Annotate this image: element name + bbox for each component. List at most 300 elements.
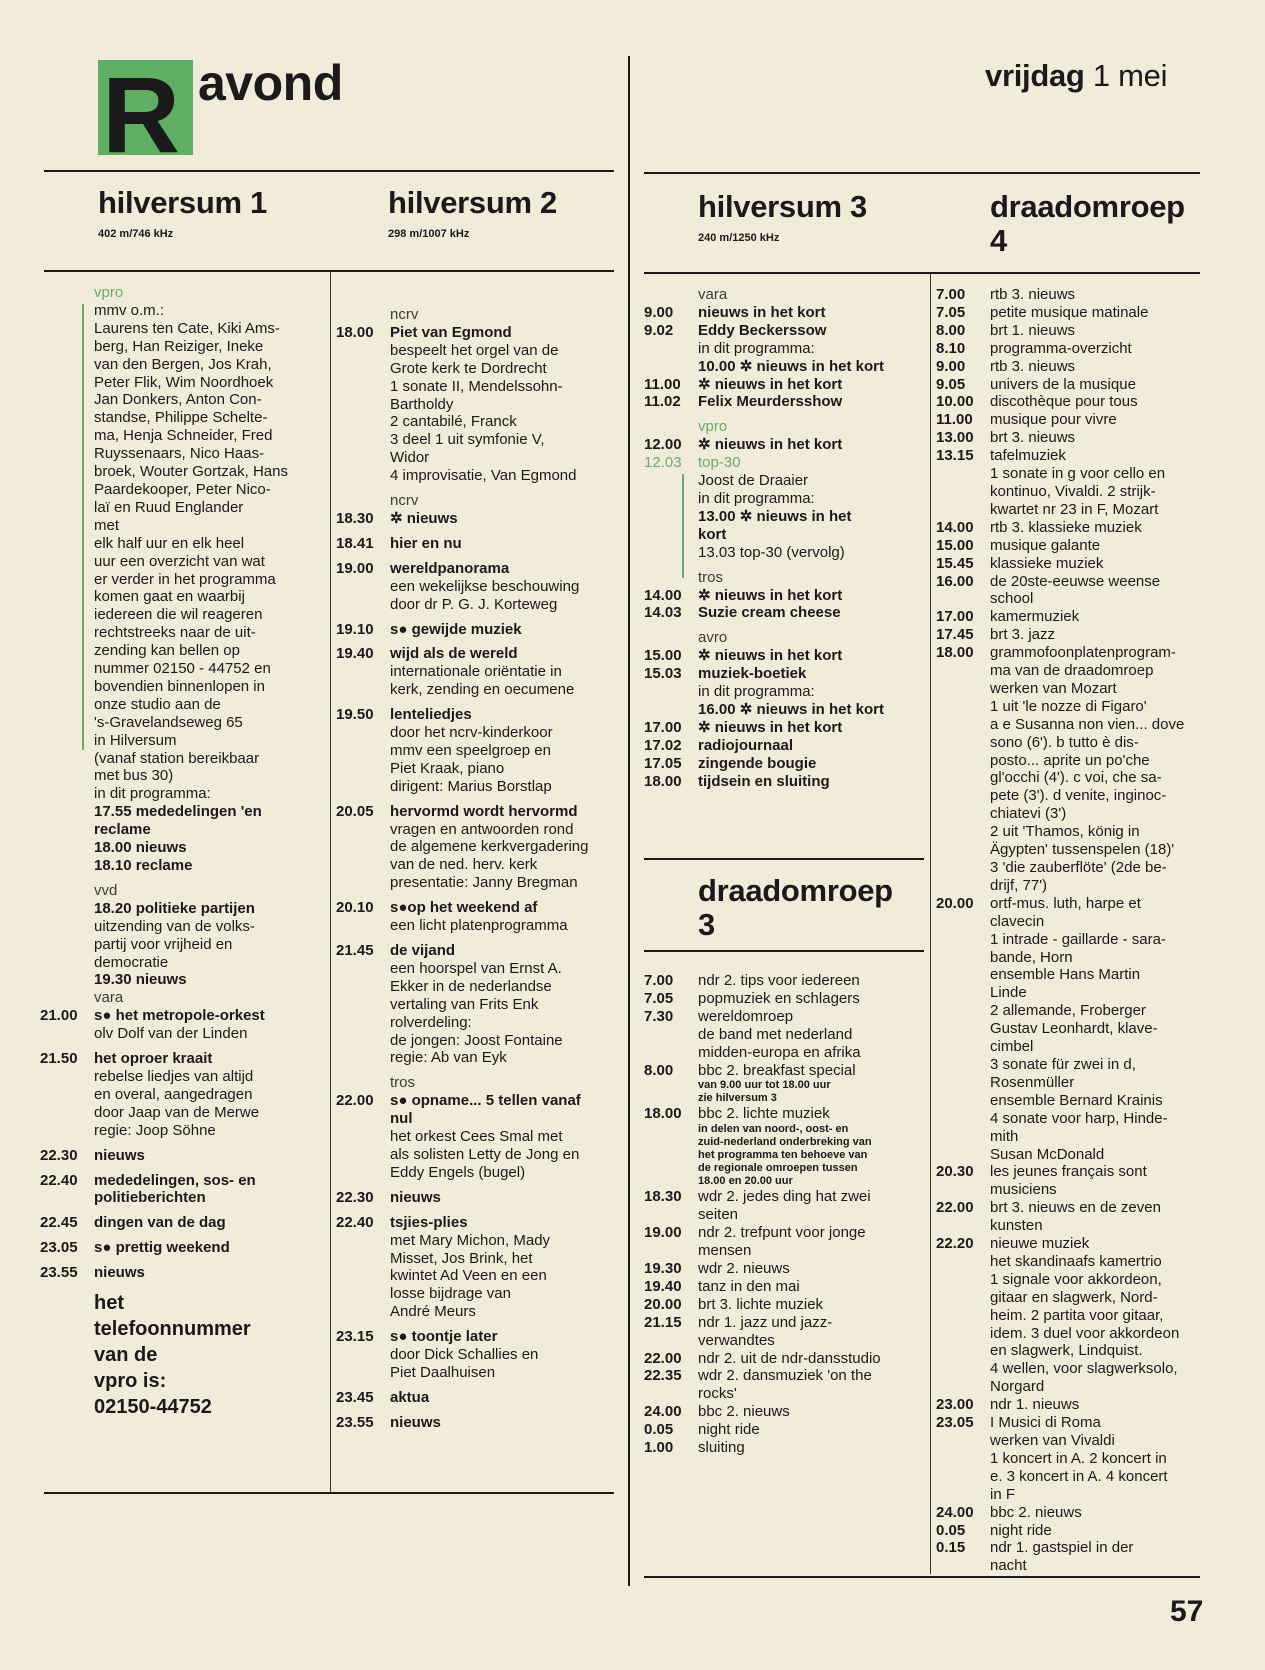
schedule-line (936, 716, 1236, 734)
program-text: bespeelt het orgel van de (390, 341, 559, 359)
time-slot: 20.00 (936, 894, 974, 912)
schedule-line (936, 376, 1236, 394)
schedule-line (336, 396, 626, 414)
program-text: brt 3. nieuws en de zeven (990, 1199, 1161, 1217)
program-text: e. 3 koncert in A. 4 koncert (990, 1467, 1168, 1485)
program-text: 18.10 reclame (94, 857, 193, 874)
schedule-line (936, 358, 1236, 376)
schedule-line (644, 490, 934, 508)
schedule-line (644, 472, 934, 490)
program-text: de vijand (390, 942, 456, 959)
program-text: pete (3'). d venite, inginoc- (990, 787, 1167, 805)
time-slot: 22.40 (40, 1171, 78, 1189)
schedule-line (40, 409, 330, 427)
program-text: werken van Vivaldi (990, 1432, 1115, 1449)
schedule-line (936, 1360, 1236, 1378)
program-text: 1 intrade - gaillarde - sara- (990, 930, 1166, 948)
program-text: in delen van noord-, oost- en (698, 1123, 849, 1136)
program-text: Rosenmüller (990, 1073, 1075, 1091)
program-text: partij voor vrijheid en (94, 935, 233, 953)
program-text: sluiting (698, 1439, 745, 1457)
schedule-line (40, 696, 330, 714)
program-text: dingen van de dag (94, 1214, 226, 1232)
program-text: popmuziek en schlagers (698, 989, 860, 1007)
time-slot: 17.45 (936, 626, 974, 644)
weekday: vrijdag (985, 58, 1085, 93)
schedule-line (644, 1123, 934, 1136)
program-text: kunsten (990, 1217, 1043, 1235)
schedule-line (336, 1214, 626, 1232)
program-text: night ride (698, 1421, 760, 1439)
program-text: Ekker in de nederlandse (390, 977, 552, 995)
program-text: zingende bougie (698, 754, 817, 772)
note-line: van de (94, 1344, 158, 1366)
schedule-line (644, 604, 934, 622)
time-slot: 8.00 (644, 1061, 674, 1079)
schedule-line (336, 892, 626, 899)
schedule-line (336, 553, 626, 560)
program-text: de band met nederland (698, 1025, 853, 1043)
program-text: 1 uit 'le nozze di Figaro' (990, 697, 1147, 715)
schedule-line (936, 841, 1236, 859)
schedule-line (644, 1242, 934, 1260)
schedule-line (336, 978, 626, 996)
time-slot: 19.00 (336, 559, 374, 577)
schedule-line (40, 427, 330, 445)
schedule-line (336, 1207, 626, 1214)
schedule-line (336, 1182, 626, 1189)
program-text: nieuws (390, 1413, 441, 1431)
schedule-line (644, 755, 934, 773)
time-slot: 0.05 (644, 1421, 674, 1439)
schedule-line (936, 322, 1236, 340)
schedule-line (336, 706, 626, 724)
schedule-line (936, 895, 1236, 913)
schedule-line (40, 900, 330, 918)
program-text: Susan McDonald (990, 1145, 1105, 1163)
header-rule-left (44, 270, 614, 272)
schedule-line (40, 463, 330, 481)
schedule-line (40, 918, 330, 936)
schedule-line (936, 966, 1236, 984)
program-text: kerk, zending en oecumene (390, 681, 575, 699)
program-text: Eddy Engels (bugel) (390, 1163, 526, 1181)
schedule-line (644, 304, 934, 322)
schedule-line (336, 742, 626, 760)
program-text: rtb 3. nieuws (990, 357, 1076, 375)
note-line: 02150-44752 (94, 1396, 212, 1418)
schedule-line (936, 286, 1236, 304)
schedule-line (644, 683, 934, 701)
schedule-line (336, 1389, 626, 1407)
schedule-line (40, 767, 330, 785)
program-text: 's-Gravelandseweg 65 (94, 713, 243, 731)
schedule-line (40, 1189, 330, 1207)
program-text: nieuws (94, 1264, 145, 1282)
program-text: kontinuo, Vivaldi. 2 strijk- (990, 482, 1156, 500)
schedule-line (936, 519, 1236, 537)
section-title: avond (198, 55, 343, 111)
schedule-line (644, 1062, 934, 1080)
program-text: ndr 1. gastspiel in der (990, 1539, 1134, 1557)
time-slot: 7.00 (644, 972, 674, 989)
schedule-line (40, 302, 330, 320)
schedule-line (936, 1038, 1236, 1056)
program-text: nacht (990, 1557, 1027, 1575)
schedule-line (40, 356, 330, 374)
schedule-line (336, 681, 626, 699)
program-text: in F (990, 1485, 1016, 1503)
program-text: Ruyssenaars, Nico Haas- (94, 445, 265, 463)
program-text: verwandtes (698, 1331, 775, 1349)
program-text: reclame (94, 821, 151, 839)
program-text: mededelingen, sos- en (94, 1171, 256, 1189)
program-text: 19.30 nieuws (94, 971, 187, 989)
program-text: wijd als de wereld (390, 645, 518, 663)
schedule-line (936, 340, 1236, 358)
schedule-line (40, 517, 330, 535)
program-text: s● het metropole-orkest (94, 1007, 265, 1025)
schedule-line (40, 1007, 330, 1025)
schedule-line (644, 1403, 934, 1421)
schedule-line (336, 560, 626, 578)
schedule-line (40, 1207, 330, 1214)
schedule-line (644, 1162, 934, 1175)
schedule-line (644, 1260, 934, 1278)
station-name: hilversum 3 (698, 189, 868, 224)
program-text: standse, Philippe Schelte- (94, 409, 268, 427)
schedule-line (936, 1056, 1236, 1074)
schedule-line (40, 1214, 330, 1232)
program-text: ncrv (390, 306, 419, 323)
time-slot: 17.05 (644, 754, 682, 772)
schedule-line (336, 306, 626, 324)
time-slot: 23.45 (336, 1388, 374, 1406)
program-text: ensemble Bernard Krainis (990, 1091, 1163, 1109)
program-text: ortf-mus. luth, harpe et (990, 894, 1141, 912)
program-text: 4 wellen, voor slagwerksolo, (990, 1360, 1178, 1378)
schedule-line (336, 1328, 626, 1346)
schedule-line (936, 626, 1236, 644)
schedule-line (336, 621, 626, 639)
time-slot: 22.30 (336, 1188, 374, 1206)
program-text: democratie (94, 953, 169, 971)
schedule-line (336, 856, 626, 874)
program-text: school (990, 590, 1034, 608)
program-text: met (94, 516, 120, 534)
time-slot: 19.10 (336, 620, 374, 638)
schedule-line (40, 989, 330, 1007)
schedule-line (40, 606, 330, 624)
program-text: als solisten Letty de Jong en (390, 1145, 580, 1163)
program-text: midden-europa en afrika (698, 1043, 861, 1061)
program-text: Piet van Egmond (390, 323, 512, 341)
section-letter-block (98, 60, 193, 155)
program-text: de 20ste-eeuwse weense (990, 572, 1161, 590)
schedule-line (336, 1414, 626, 1432)
schedule-line (336, 1164, 626, 1182)
program-text: ✲ nieuws in het kort (698, 647, 843, 665)
program-text: het orkest Cees Smal met (390, 1128, 563, 1146)
program-text: het oproer kraait (94, 1050, 213, 1068)
time-slot: 23.00 (936, 1396, 974, 1414)
schedule-line (40, 571, 330, 589)
program-text: 18.00 nieuws (94, 839, 187, 857)
program-text: Peter Flik, Wim Noordhoek (94, 373, 274, 391)
schedule-hilversum-3 (644, 286, 934, 790)
station-header-hilversum-3 (698, 190, 867, 244)
program-text: Jan Donkers, Anton Con- (94, 391, 262, 409)
schedule-line (336, 431, 626, 449)
schedule-line (336, 596, 626, 614)
schedule-line (644, 340, 934, 358)
schedule-line (936, 913, 1236, 931)
program-text: iedereen die wil reageren (94, 606, 263, 624)
program-text: 3 'die zauberflöte' (2de be- (990, 859, 1167, 876)
program-text: van de ned. herv. kerk (390, 856, 538, 874)
schedule-line (936, 787, 1236, 805)
schedule-line (336, 1032, 626, 1050)
station-name: hilversum 2 (388, 185, 558, 220)
program-text: kort (698, 525, 727, 543)
column-divider-1 (330, 272, 331, 1492)
schedule-line (936, 1522, 1236, 1540)
program-text: night ride (990, 1521, 1052, 1539)
schedule-line (936, 429, 1236, 447)
program-text: 3 deel 1 uit symfonie V, (390, 431, 545, 449)
program-text: ✲ nieuws (390, 509, 458, 527)
schedule-line (644, 737, 934, 755)
station-header-hilversum-1 (98, 186, 267, 240)
schedule-line (936, 1235, 1236, 1253)
bottom-rule-left (44, 1492, 614, 1494)
program-text: grammofoonplatenprogram- (990, 644, 1176, 662)
schedule-line (644, 1314, 934, 1332)
time-slot: 18.00 (336, 323, 374, 341)
program-text: Grote kerk te Dordrecht (390, 359, 547, 377)
schedule-line (40, 1050, 330, 1068)
schedule-line (936, 1289, 1236, 1307)
program-text: Eddy Beckerssow (698, 321, 827, 339)
program-text: zending kan bellen op (94, 642, 240, 660)
schedule-line (936, 573, 1236, 591)
schedule-line (40, 445, 330, 463)
schedule-line (336, 1364, 626, 1382)
program-text: nul (390, 1110, 413, 1128)
program-text: laï en Ruud Englander (94, 498, 244, 516)
schedule-line (936, 1450, 1236, 1468)
program-text: Laurens ten Cate, Kiki Ams- (94, 319, 280, 337)
time-slot: 8.00 (936, 321, 966, 339)
schedule-line (936, 1271, 1236, 1289)
program-text: en overal, aangedragen (94, 1085, 253, 1103)
time-slot: 13.00 (936, 429, 974, 447)
program-text: I Musici di Roma (990, 1414, 1101, 1432)
time-slot: 20.30 (936, 1163, 974, 1181)
schedule-line (336, 778, 626, 796)
schedule-line (644, 1206, 934, 1224)
program-text: André Meurs (390, 1303, 476, 1321)
time-slot: 24.00 (644, 1403, 682, 1421)
program-text: nummer 02150 - 44752 en (94, 660, 271, 678)
program-text: er verder in het programma (94, 570, 276, 588)
schedule-line (644, 719, 934, 737)
schedule-line (40, 732, 330, 750)
schedule-line (644, 1079, 934, 1092)
schedule-line (644, 629, 934, 647)
time-slot: 23.05 (40, 1239, 78, 1257)
program-text: klassieke muziek (990, 554, 1104, 572)
program-text: vertaling van Frits Enk (390, 995, 539, 1013)
time-slot: 20.10 (336, 899, 374, 917)
schedule-line (336, 1049, 626, 1067)
program-text: Paardekooper, Peter Nico- (94, 480, 271, 498)
program-text: kamermuziek (990, 608, 1080, 626)
schedule-line (936, 1199, 1236, 1217)
schedule-line (336, 324, 626, 342)
time-slot: 8.10 (936, 339, 966, 357)
schedule-line (336, 821, 626, 839)
program-text: ensemble Hans Martin (990, 966, 1141, 984)
program-text: top-30 (698, 454, 741, 472)
program-text: Joost de Draaier (698, 472, 809, 490)
schedule-line (936, 447, 1236, 465)
schedule-line (336, 838, 626, 856)
schedule-line (336, 1189, 626, 1207)
schedule-line (644, 1026, 934, 1044)
program-text: een licht platenprogramma (390, 917, 568, 935)
program-text: petite musique matinale (990, 303, 1149, 321)
program-text: komen gaat en waarbij (94, 588, 245, 606)
time-slot: 15.03 (644, 665, 682, 683)
program-text: kwintet Ad Veen en een (390, 1267, 547, 1285)
program-text: en slagwerk, Lindquist. (990, 1342, 1143, 1360)
schedule-line (644, 393, 934, 411)
program-text: musique galante (990, 536, 1101, 554)
program-text: vragen en antwoorden rond (390, 820, 574, 838)
time-slot: 7.30 (644, 1007, 674, 1025)
schedule-line (644, 1296, 934, 1314)
schedule-line (936, 1002, 1236, 1020)
time-slot: 13.15 (936, 447, 974, 465)
program-text: rolverdeling: (390, 1013, 472, 1031)
header-rule-right (644, 272, 1200, 274)
schedule-line (336, 645, 626, 663)
schedule-line (644, 526, 934, 544)
station-header-draadomroep-4 (990, 190, 1185, 258)
program-text: lenteliedjes (390, 706, 472, 724)
time-slot: 0.15 (936, 1539, 966, 1557)
program-text: wereldpanorama (390, 559, 510, 577)
schedule-line (936, 465, 1236, 483)
schedule-line (336, 510, 626, 528)
schedule-line (644, 1385, 934, 1403)
program-text: ncrv (390, 492, 419, 510)
station-header-draadomroep-3 (698, 874, 893, 942)
page-number: 57 (1170, 1595, 1204, 1628)
time-slot: 22.00 (336, 1092, 374, 1110)
time-slot: 21.50 (40, 1050, 78, 1068)
program-text: een hoorspel van Ernst A. (390, 959, 562, 977)
program-text: musique pour vivre (990, 411, 1117, 429)
schedule-line (936, 555, 1236, 573)
schedule-line (40, 284, 330, 302)
schedule-line (40, 803, 330, 821)
schedule-line (644, 376, 934, 394)
schedule-line (936, 393, 1236, 411)
program-text: Linde (990, 984, 1027, 1002)
program-text: aktua (390, 1388, 430, 1406)
schedule-line (644, 454, 934, 472)
time-slot: 9.00 (936, 357, 966, 375)
schedule-line (336, 1321, 626, 1328)
program-text: gl'occhi (4'). c voi, che sa- (990, 769, 1162, 787)
draadomroep3-header-rule (644, 950, 924, 952)
time-slot: 19.40 (644, 1277, 682, 1295)
program-text: in dit programma: (698, 683, 815, 701)
schedule-line (336, 917, 626, 935)
program-text: de regionale omroepen tussen (698, 1162, 858, 1175)
time-slot: 19.00 (644, 1224, 682, 1242)
schedule-line (936, 1217, 1236, 1235)
schedule-line (336, 528, 626, 535)
schedule-line (936, 1128, 1236, 1146)
program-text: chiatevi (3') (990, 805, 1067, 823)
time-slot: 23.55 (336, 1413, 374, 1431)
schedule-line (336, 663, 626, 681)
program-text: Suzie cream cheese (698, 604, 841, 622)
schedule-line (336, 874, 626, 892)
station-number: 4 (990, 223, 1007, 258)
program-text: radiojournaal (698, 736, 794, 754)
program-text: door dr P. G. J. Korteweg (390, 595, 558, 613)
program-text: 1 sonate II, Mendelssohn- (390, 377, 563, 395)
schedule-line (936, 698, 1236, 716)
time-slot: 17.02 (644, 736, 682, 754)
schedule-line (644, 972, 934, 990)
time-slot: 17.00 (644, 718, 682, 736)
schedule-line (644, 622, 934, 629)
schedule-line (644, 1188, 934, 1206)
schedule-line (936, 644, 1236, 662)
schedule-line (644, 1421, 934, 1439)
time-slot: 7.00 (936, 286, 966, 303)
program-text: cimbel (990, 1038, 1034, 1056)
schedule-line (936, 1414, 1236, 1432)
schedule-line (336, 1346, 626, 1364)
schedule-hilversum-2 (336, 306, 626, 1432)
schedule-line (40, 839, 330, 857)
program-text: 17.55 mededelingen 'en (94, 803, 262, 821)
schedule-line (336, 1267, 626, 1285)
program-text: rebelse liedjes van altijd (94, 1067, 254, 1085)
schedule-line (936, 1468, 1236, 1486)
day-title (985, 58, 1167, 94)
schedule-line (644, 773, 934, 791)
program-text: posto... aprite un po'che (990, 751, 1150, 769)
program-text: in dit programma: (698, 339, 815, 357)
schedule-line (936, 877, 1236, 895)
program-text: bbc 2. lichte muziek (698, 1105, 830, 1123)
schedule-line (644, 647, 934, 665)
program-text: presentatie: Janny Bregman (390, 874, 578, 892)
schedule-line (40, 678, 330, 696)
station-frequency: 240 m/1250 kHz (698, 232, 780, 244)
program-text: (vanaf station bereikbaar (94, 749, 260, 767)
schedule-line (336, 935, 626, 942)
schedule-hilversum-1 (40, 284, 330, 1282)
time-slot: 10.00 (936, 393, 974, 411)
